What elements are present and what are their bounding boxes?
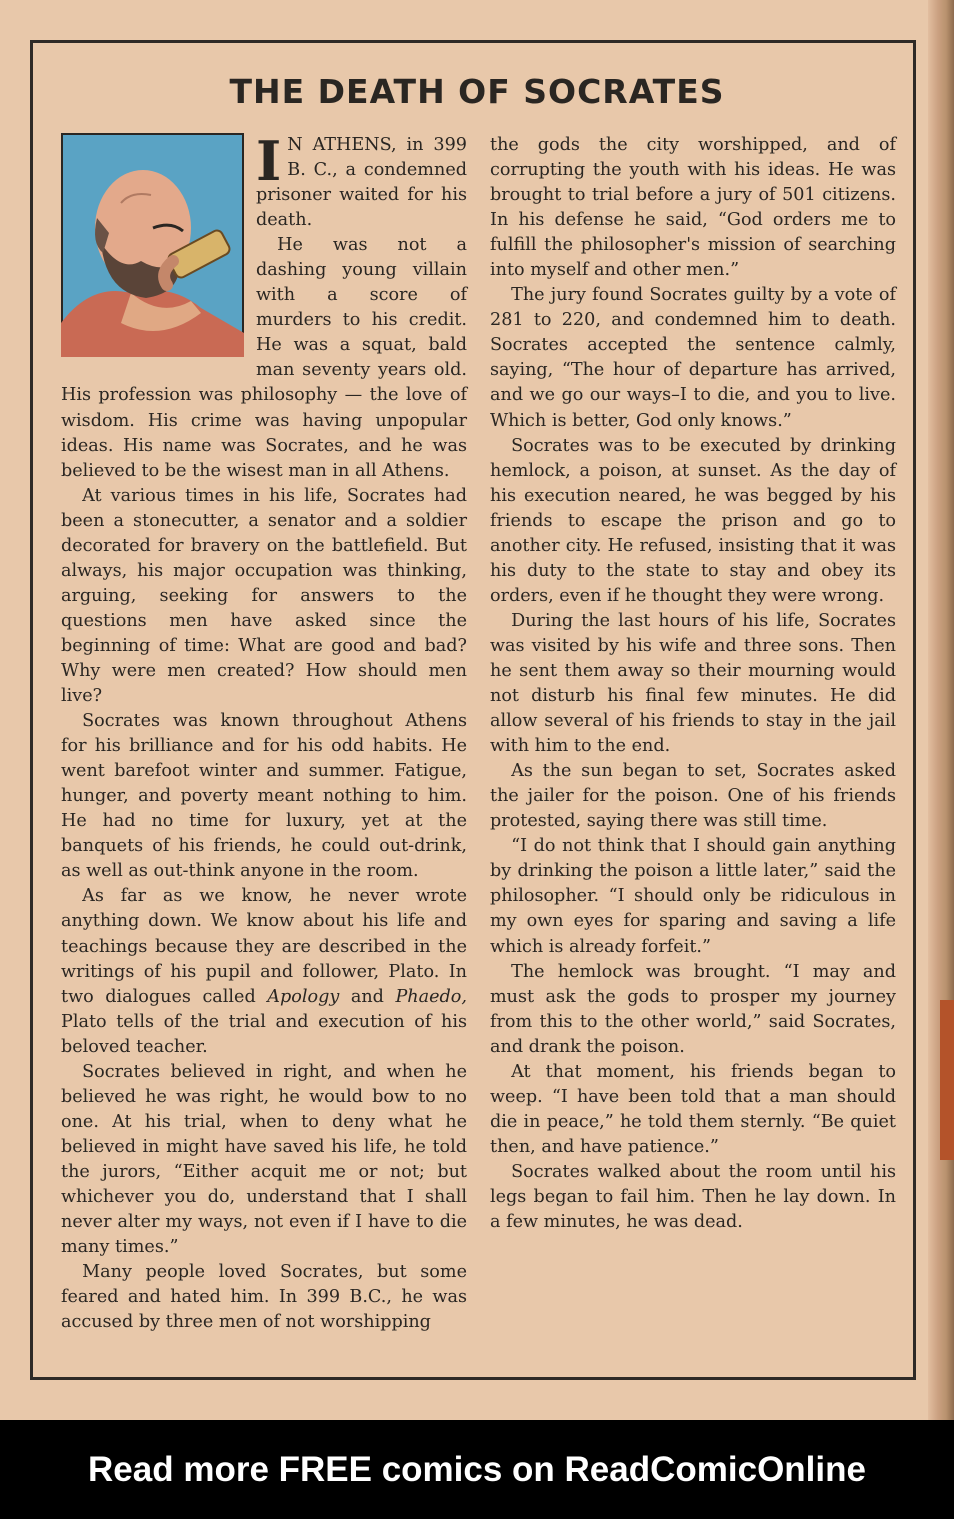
- title-apology: Apology: [267, 986, 340, 1007]
- paragraph: During the last hours of his life, Socrates was visited by his wife and three sons. Then he sent them away so their mourning would not disturb his final few minutes. He did allow several of his friends to stay in the jail with him to the end.: [490, 610, 896, 757]
- paragraph: At various times in his life, Socrates had been a stonecutter, a senator and a soldier decorated for bravery on the battlefield. But always, his major occupation was thinking, arguing, seeking for answers to the questions men have asked since the beginning of time: What are good and bad? Why were men created? How should men live?: [61, 485, 467, 707]
- paragraph-text: and: [339, 986, 396, 1007]
- paragraph: Many people loved Socrates, but some feared and hated him. In 399 B.C., he was accused by three men of not worshipping: [61, 1262, 467, 1333]
- page-edge: [928, 0, 954, 1420]
- paragraph: “I do not think that I should gain anything by drinking the poison a little later,” said the philosopher. “I should only be ridiculous in my own eyes for sparing and saving a life which is already forfeit.”: [490, 836, 896, 957]
- paragraph: Socrates believed in right, and when he believed he was right, he would bow to no one. At his trial, when to deny what he believed in might have saved his life, he told the jurors, “Either acquit me or not; but whichever you do, understand that I shall never alter my ways, not even if I have to die many times.”: [61, 1061, 467, 1258]
- left-column: [61, 129, 467, 1335]
- paragraph-plato: [61, 884, 467, 1059]
- article-title: THE DEATH OF SOCRATES: [229, 72, 725, 111]
- paragraph: At that moment, his friends began to weep. “I have been told that a man should die in peace,” he told them sternly. “Be quiet then, and have patience.”: [490, 1061, 896, 1157]
- paragraph: the gods the city worshipped, and of corrupting the youth with his ideas. He was brought to trial before a jury of 501 citizens. In his defense he said, “God orders me to fulfill the philosopher's mission of searching into myself and other men.”: [490, 135, 896, 281]
- paragraph: He was not a dashing young villain with a score of murders to his credit. He was a squat, bald man seventy years old. His profession was philosophy — the love of wisdom. His crime was having unpopular ideas. His name was Socrates, and he was believed to be the wisest man in all Athens.: [61, 235, 467, 481]
- paragraph: N ATHENS, in 399 B. C., a condemned prisoner waited for his death.: [256, 135, 467, 231]
- drop-cap: I: [256, 129, 282, 193]
- paragraph: Socrates was to be executed by drinking hemlock, a poison, at sunset. As the day of his execution neared, he was begged by his friends to escape the prison and go to another city. He refused, insisting that it was his duty to the state to stay and obey its orders, even if he thought they were wrong.: [490, 435, 896, 606]
- page-edge-tab: [940, 1000, 954, 1160]
- paragraph-text: As far as we know, he never wrote anything down. We know about his life and teachings because they are described in the writings of his pupil and follower, Plato. In two dialogues called: [61, 886, 467, 1007]
- right-column: [490, 133, 896, 1235]
- title-phaedo: Phaedo,: [395, 986, 467, 1007]
- paragraph: The hemlock was brought. “I may and must ask the gods to prosper my journey from this to the other world,” said Socrates, and drank the poison.: [490, 961, 896, 1057]
- paragraph-text: Plato tells of the trial and execution of his beloved teacher.: [61, 1011, 467, 1057]
- paragraph: Socrates was known throughout Athens for his brilliance and for his odd habits. He went barefoot winter and summer. Fatigue, hunger, and poverty meant nothing to him. He had no time for luxury, yet at the banquets of his friends, he could out-drink, as well as out-think anyone in the room.: [61, 711, 467, 882]
- paragraph: Socrates walked about the room until his legs began to fail him. Then he lay down. In a few minutes, he was dead.: [490, 1161, 896, 1233]
- socrates-portrait-icon: [61, 133, 244, 357]
- paragraph: The jury found Socrates guilty by a vote of 281 to 220, and condemned him to death. Socrates accepted the sentence calmly, saying, “The hour of departure has arrived, and we go our ways–I to die, and you to live. Which is better, God only knows.”: [490, 285, 896, 431]
- read-more-banner-link[interactable]: Read more FREE comics on ReadComicOnline: [0, 1420, 954, 1519]
- paragraph: As the sun began to set, Socrates asked the jailer for the poison. One of his friends protested, saying there was still time.: [490, 761, 896, 832]
